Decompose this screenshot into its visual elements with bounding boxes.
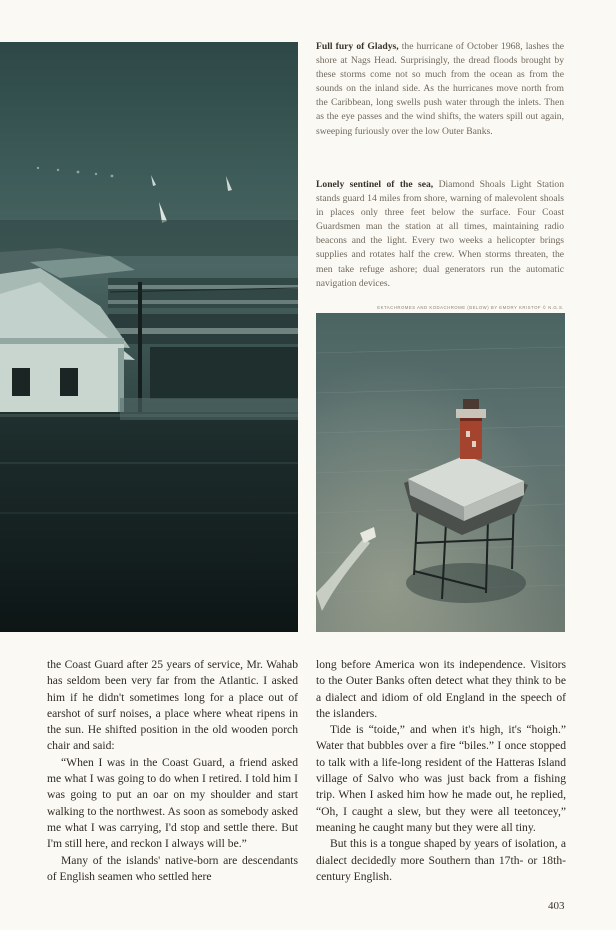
photo-credit: EKTACHROMES AND KODACHROME (BELOW) BY EMORY KRISTOF © N.G.S. — [377, 305, 564, 310]
caption-lighthouse — [316, 178, 564, 291]
body-column-left — [47, 657, 298, 885]
body-column-right — [316, 657, 566, 885]
body-paragraph: Tide is “toide,” and when it's high, it's “hoigh.” Water that bubbles over a fire “biles.” I once stopped to talk with a life-long resident of the Hatteras Island village of Salvo who was just back from a fishing trip. When I asked him how he made out, he replied, “Oh, I caught a slew, but they were all teetoncey,” meaning he caught many but they were all tiny. — [316, 723, 566, 834]
body-paragraph: long before America won its independence. Visitors to the Outer Banks often detect what they think to be a dialect and idiom of old England in the speech of the islanders. — [316, 658, 566, 720]
hurricane-photo — [0, 42, 298, 632]
body-paragraph: But this is a tongue shaped by years of isolation, a dialect decidedly more Southern than 17th- or 18th-century English. — [316, 837, 566, 883]
body-paragraph: the Coast Guard after 25 years of service, Mr. Wahab has seldom been very far from the Atlantic. I asked him if he didn't sometimes long for a place out of earshot of surf noises, a place where wheat ripens in the sun. He shifted position in the old wooden porch chair and said: — [47, 658, 298, 753]
caption-hurricane-lead: Full fury of Gladys, — [316, 41, 399, 52]
caption-hurricane-text: the hurricane of October 1968, lashes the shore at Nags Head. Surprisingly, the dread floods brought by these storms come not so much from the ocean as from the sounds on the inland side. As the hurricanes move north from the Caribbean, long swells push water through the inlets. Then as the eye passes and the wind shifts, the waters spill out again, sweeping furiously over the low Outer Banks. — [316, 41, 565, 137]
body-paragraph: “When I was in the Coast Guard, a friend asked me what I was going to do when I retired. I told him I was going to put an oar on my shoulder and start walking to the northwest. As soon as somebody asked me what I was carrying, I'd stop and settle there. But I'm still here, and reckon I always will be.” — [47, 755, 298, 851]
caption-lighthouse-text: Diamond Shoals Light Station stands guard 14 miles from shore, warning of malevolent shoals in places only three feet below the surface. Four Coast Guardsmen man the station at all times, maintaining radio beacons and the light. Every two weeks a helicopter brings supplies and rotates half the crew. When storms threaten, the men take refuge ashore; dual generators run the automatic navigation devices. — [316, 179, 564, 289]
caption-hurricane — [316, 40, 564, 139]
caption-lighthouse-lead: Lonely sentinel of the sea, — [316, 179, 434, 190]
body-paragraph: Many of the islands' native-born are descendants of English seamen who settled here — [47, 853, 298, 883]
page-number: 403 — [548, 900, 565, 912]
light-station-photo — [316, 313, 565, 632]
